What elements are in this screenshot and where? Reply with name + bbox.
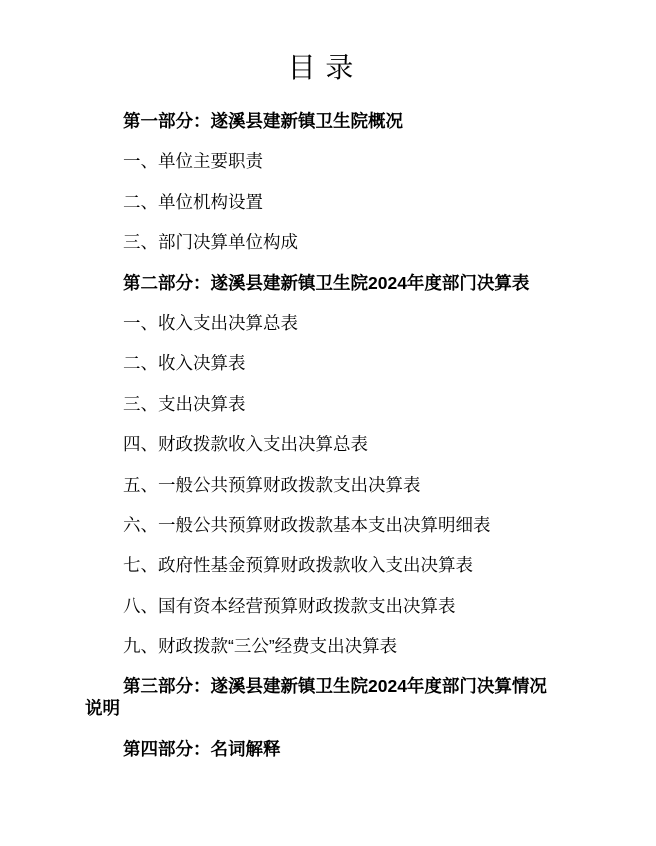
- toc-part-heading: 第四部分：名词解释: [123, 738, 281, 759]
- table-of-contents: [85, 110, 557, 760]
- toc-item: 五、一般公共预算财政拨款支出决算表: [123, 474, 421, 495]
- toc-part-heading: 第三部分：遂溪县建新镇卫生院2024年度部门决算情况说明: [85, 676, 547, 719]
- toc-item: 七、政府性基金预算财政拨款收入支出决算表: [123, 555, 473, 576]
- toc-item: 四、财政拨款收入支出决算总表: [123, 434, 368, 455]
- toc-item: 三、支出决算表: [123, 393, 246, 414]
- toc-part-heading: 第一部分：遂溪县建新镇卫生院概况: [123, 111, 403, 131]
- toc-item: 一、单位主要职责: [123, 151, 263, 172]
- toc-item: 二、收入决算表: [123, 353, 246, 374]
- toc-item: 三、部门决算单位构成: [123, 232, 298, 253]
- toc-item: 二、单位机构设置: [123, 191, 263, 212]
- page-title: 目 录: [287, 52, 355, 83]
- toc-item: 一、收入支出决算总表: [123, 312, 298, 333]
- toc-item: 六、一般公共预算财政拨款基本支出决算明细表: [123, 514, 491, 535]
- toc-item: 八、国有资本经营预算财政拨款支出决算表: [123, 595, 456, 616]
- toc-part-heading: 第二部分：遂溪县建新镇卫生院2024年度部门决算表: [123, 272, 530, 293]
- toc-item: 九、财政拨款“三公”经费支出决算表: [123, 636, 398, 657]
